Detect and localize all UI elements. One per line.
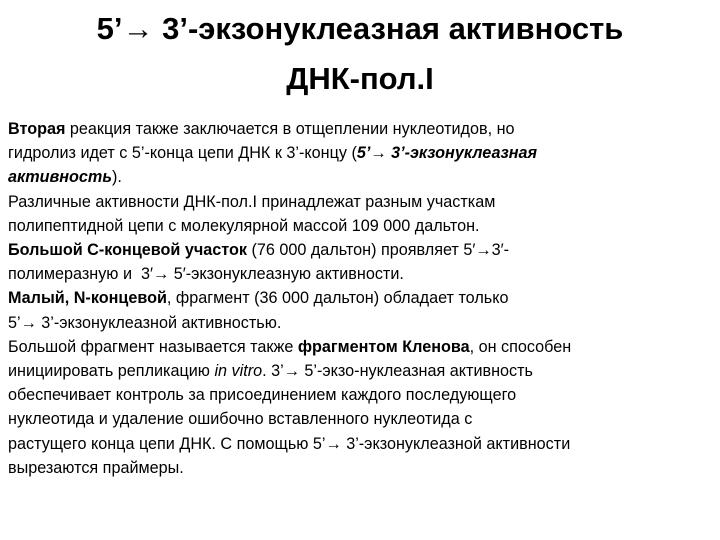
paragraph-text: ). bbox=[111, 168, 122, 187]
paragraph-text: растущего конца цепи ДНК. С помощью 5’→ 3’-экзонуклеазной активности bbox=[8, 434, 571, 453]
paragraph bbox=[8, 117, 714, 190]
paragraph bbox=[8, 335, 714, 480]
emphasis-text: Малый, N-концевой bbox=[8, 289, 167, 308]
paragraph-text: нуклеотида и удаление ошибочно вставленного нуклеотида с bbox=[8, 410, 473, 429]
emphasis-text: in vitro bbox=[214, 362, 263, 381]
paragraph bbox=[8, 286, 714, 334]
paragraph-text: полимеразную и 3′→ 5′-экзонуклеазную активности. bbox=[8, 265, 404, 284]
title-line-1: 5’→ 3’-экзонуклеазная активность bbox=[96, 11, 624, 46]
title-line-2: ДНК-пол.I bbox=[286, 61, 434, 96]
paragraph-text: вырезаются праймеры. bbox=[8, 458, 184, 477]
emphasis-text: активность bbox=[8, 168, 112, 187]
paragraph-text: обеспечивает контроль за присоединением каждого последующего bbox=[8, 386, 517, 405]
paragraph-text: гидролиз идет с 5’-конца цепи ДНК к 3’-концу ( bbox=[8, 144, 357, 163]
body-text bbox=[8, 117, 714, 480]
paragraph-text: 5’→ 3’-экзонуклеазной активностью. bbox=[8, 313, 282, 332]
paragraph-text: полипептидной цепи с молекулярной массой 109 000 дальтон. bbox=[8, 216, 480, 235]
paragraph-text: , он способен bbox=[469, 337, 572, 356]
emphasis-text: Большой С-концевой участок bbox=[8, 241, 247, 260]
paragraph-text: инициировать репликацию bbox=[8, 362, 215, 381]
paragraph-text: (76 000 дальтон) проявляет 5′→3′- bbox=[246, 241, 509, 260]
slide-title bbox=[0, 4, 720, 104]
paragraph-text: . 3’→ 5’-экзо-нуклеазная активность bbox=[262, 362, 533, 381]
paragraph-text: , фрагмент (36 000 дальтон) обладает только bbox=[166, 289, 509, 308]
emphasis-text: Вторая bbox=[8, 120, 66, 138]
paragraph bbox=[8, 190, 714, 238]
paragraph-text: Большой фрагмент называется также bbox=[8, 337, 298, 356]
paragraph bbox=[8, 238, 714, 286]
emphasis-text: фрагментом Кленова bbox=[297, 337, 470, 356]
paragraph-text: реакция также заключается в отщеплении нуклеотидов, но bbox=[65, 120, 515, 138]
emphasis-text: 5’→ 3’-экзонуклеазная bbox=[356, 144, 538, 163]
paragraph-text: Различные активности ДНК-пол.I принадлежат разным участкам bbox=[8, 192, 496, 211]
